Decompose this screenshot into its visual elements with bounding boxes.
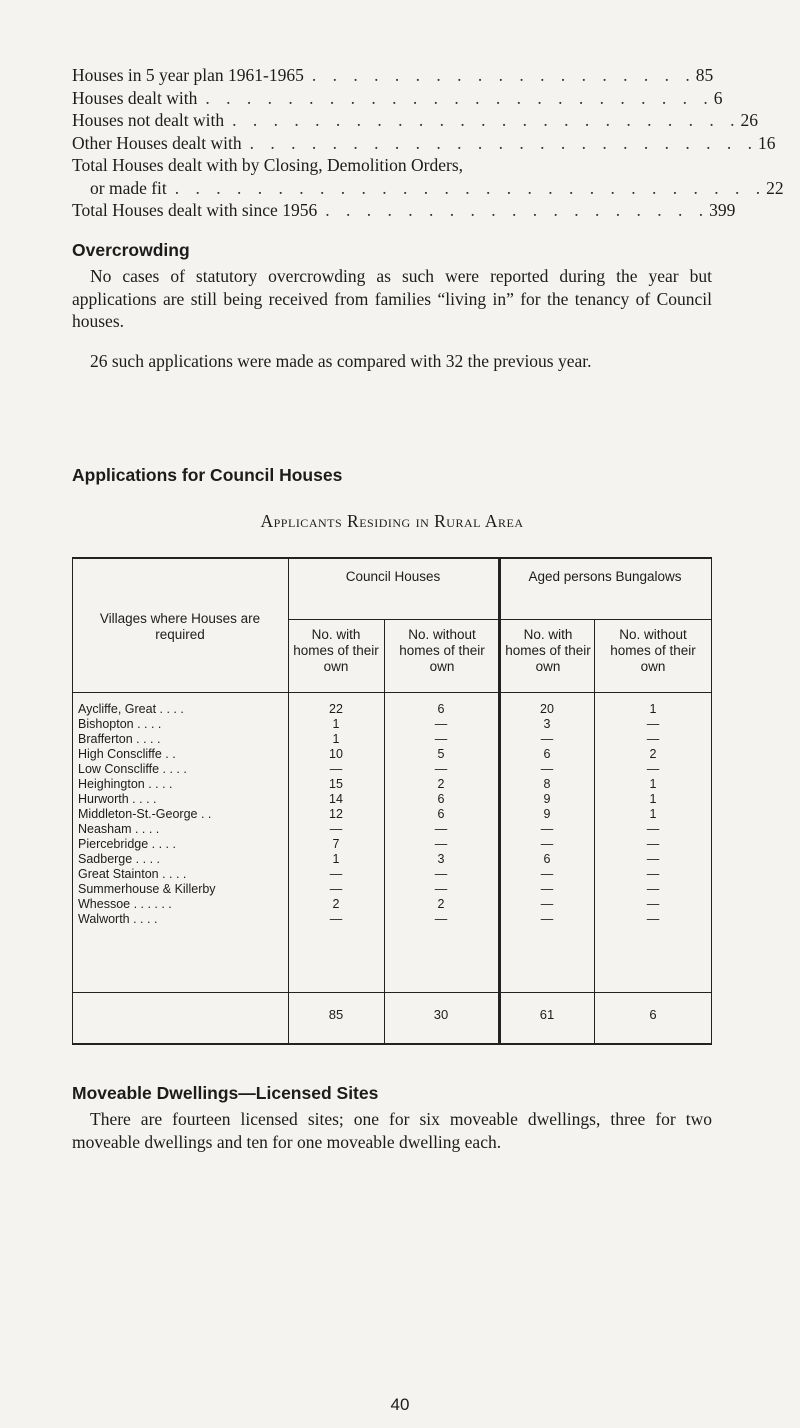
applications-heading: Applications for Council Houses [72,465,343,485]
summary-value: 16 [758,132,776,153]
village-name: Walworth . . . . [78,912,158,926]
village-name: Bishopton . . . . [78,717,162,731]
village-name: Neasham . . . . [78,822,160,836]
village-name: Summerhouse & Killerby [78,882,216,896]
summary-label: or made fit [90,177,167,198]
page-number: 40 [390,1395,410,1414]
summary-value: 22 [766,177,784,198]
table-row: Heighington . . . . 15 2 8 1 [78,777,657,791]
moveable-heading: Moveable Dwellings—Licensed Sites [72,1083,379,1103]
village-name: Great Stainton . . . . [78,867,187,881]
summary-label: Houses in 5 year plan 1961-1965 [72,65,304,85]
table-row: Hurworth . . . . 14 6 9 1 [78,792,657,806]
table-row: Piercebridge . . . . 7 — — — [78,837,660,851]
summary-value: 6 [713,87,723,108]
summary-row: Houses in 5 year plan 1961-1965 . . . . . . . . . . . . . . . . . . . 85 [72,65,714,85]
summary-value: 85 [695,65,714,85]
total-council-without: 30 [433,1007,449,1022]
summary-label: Houses not dealt with [72,110,225,130]
housing-summary [72,64,784,222]
village-name: Brafferton . . . . [78,732,161,746]
summary-row: Total Houses dealt with since 1956 . . . . . . . . . . . . . . . . . . . 399 [72,200,736,220]
village-name: Middleton-St.-George . . [78,807,212,821]
overcrowding-paragraph: No cases of statutory overcrowding as such were reported during the year but applications are still being received from families “living in” for the tenancy of Council houses. [72,266,712,331]
table-row: Summerhouse & Killerby — — — — [78,882,660,896]
total-aged-without: 6 [649,1007,657,1022]
table-row: High Conscliffe . . 10 5 6 2 [78,747,657,761]
header-aged-bungalows: Aged persons Bungalows [528,569,682,584]
village-name: Low Conscliffe . . . . [78,762,187,776]
table-row: Aycliffe, Great . . . . 22 6 20 1 [78,702,657,716]
summary-label: Houses dealt with [72,87,198,108]
table-row: Whessoe . . . . . . 2 2 — — [78,897,660,911]
summary-value: 26 [740,110,759,130]
table-row: Middleton-St.-George . . 12 6 9 1 [78,807,657,821]
overcrowding-heading: Overcrowding [72,240,190,260]
village-name: Whessoe . . . . . . [78,897,172,911]
table-title: Applicants Residing in Rural Area [260,511,524,531]
table-row: Bishopton . . . . 1 — 3 — [78,717,660,731]
summary-label: Other Houses dealt with [72,132,242,153]
header-council-with: No. with homes of their own [293,627,379,674]
moveable-paragraph: There are fourteen licensed sites; one for six moveable dwellings, three for two moveable dwellings and ten for one moveable dwelling each. [72,1109,712,1152]
summary-row: or made fit . . . . . . . . . . . . . . . . . . . . . . . . . . . . . 22 [90,177,784,198]
table-row: Low Conscliffe . . . . — — — — [78,762,660,776]
summary-label: Total Houses dealt with since 1956 [72,200,318,220]
table-row: Neasham . . . . — — — — [78,822,660,836]
table-row: Brafferton . . . . 1 — — — [78,732,660,746]
village-name: Hurworth . . . . [78,792,157,806]
header-aged-with: No. with homes of their own [505,627,591,674]
village-name: Sadberge . . . . [78,852,160,866]
table-row: Sadberge . . . . 1 3 6 — [78,852,660,866]
table-row: Great Stainton . . . . — — — — [78,867,660,881]
table-row: Walworth . . . . — — — — [78,912,660,926]
applications-table [72,557,712,1045]
header-council-houses: Council Houses [345,569,441,584]
summary-row: Houses not dealt with . . . . . . . . . . . . . . . . . . . . . . . . . 26 [72,110,759,130]
summary-row: Houses dealt with . . . . . . . . . . . . . . . . . . . . . . . . . 6 [72,87,723,108]
total-council-with: 85 [328,1007,344,1022]
header-villages: Villages where Houses are required [99,611,261,642]
header-aged-without: No. without homes of their own [610,627,696,674]
total-aged-with: 61 [539,1007,555,1022]
summary-closing-line1: Total Houses dealt with by Closing, Demolition Orders, [72,155,464,175]
summary-row: Other Houses dealt with . . . . . . . . . . . . . . . . . . . . . . . . . 16 [72,132,776,153]
village-name: Piercebridge . . . . [78,837,176,851]
village-name: Aycliffe, Great . . . . [78,702,184,716]
summary-value: 399 [709,200,736,220]
applications-count-paragraph: 26 such applications were made as compared with 32 the previous year. [90,351,592,371]
header-council-without: No. without homes of their own [399,627,485,674]
village-name: High Conscliffe . . [78,747,176,761]
village-name: Heighington . . . . [78,777,173,791]
